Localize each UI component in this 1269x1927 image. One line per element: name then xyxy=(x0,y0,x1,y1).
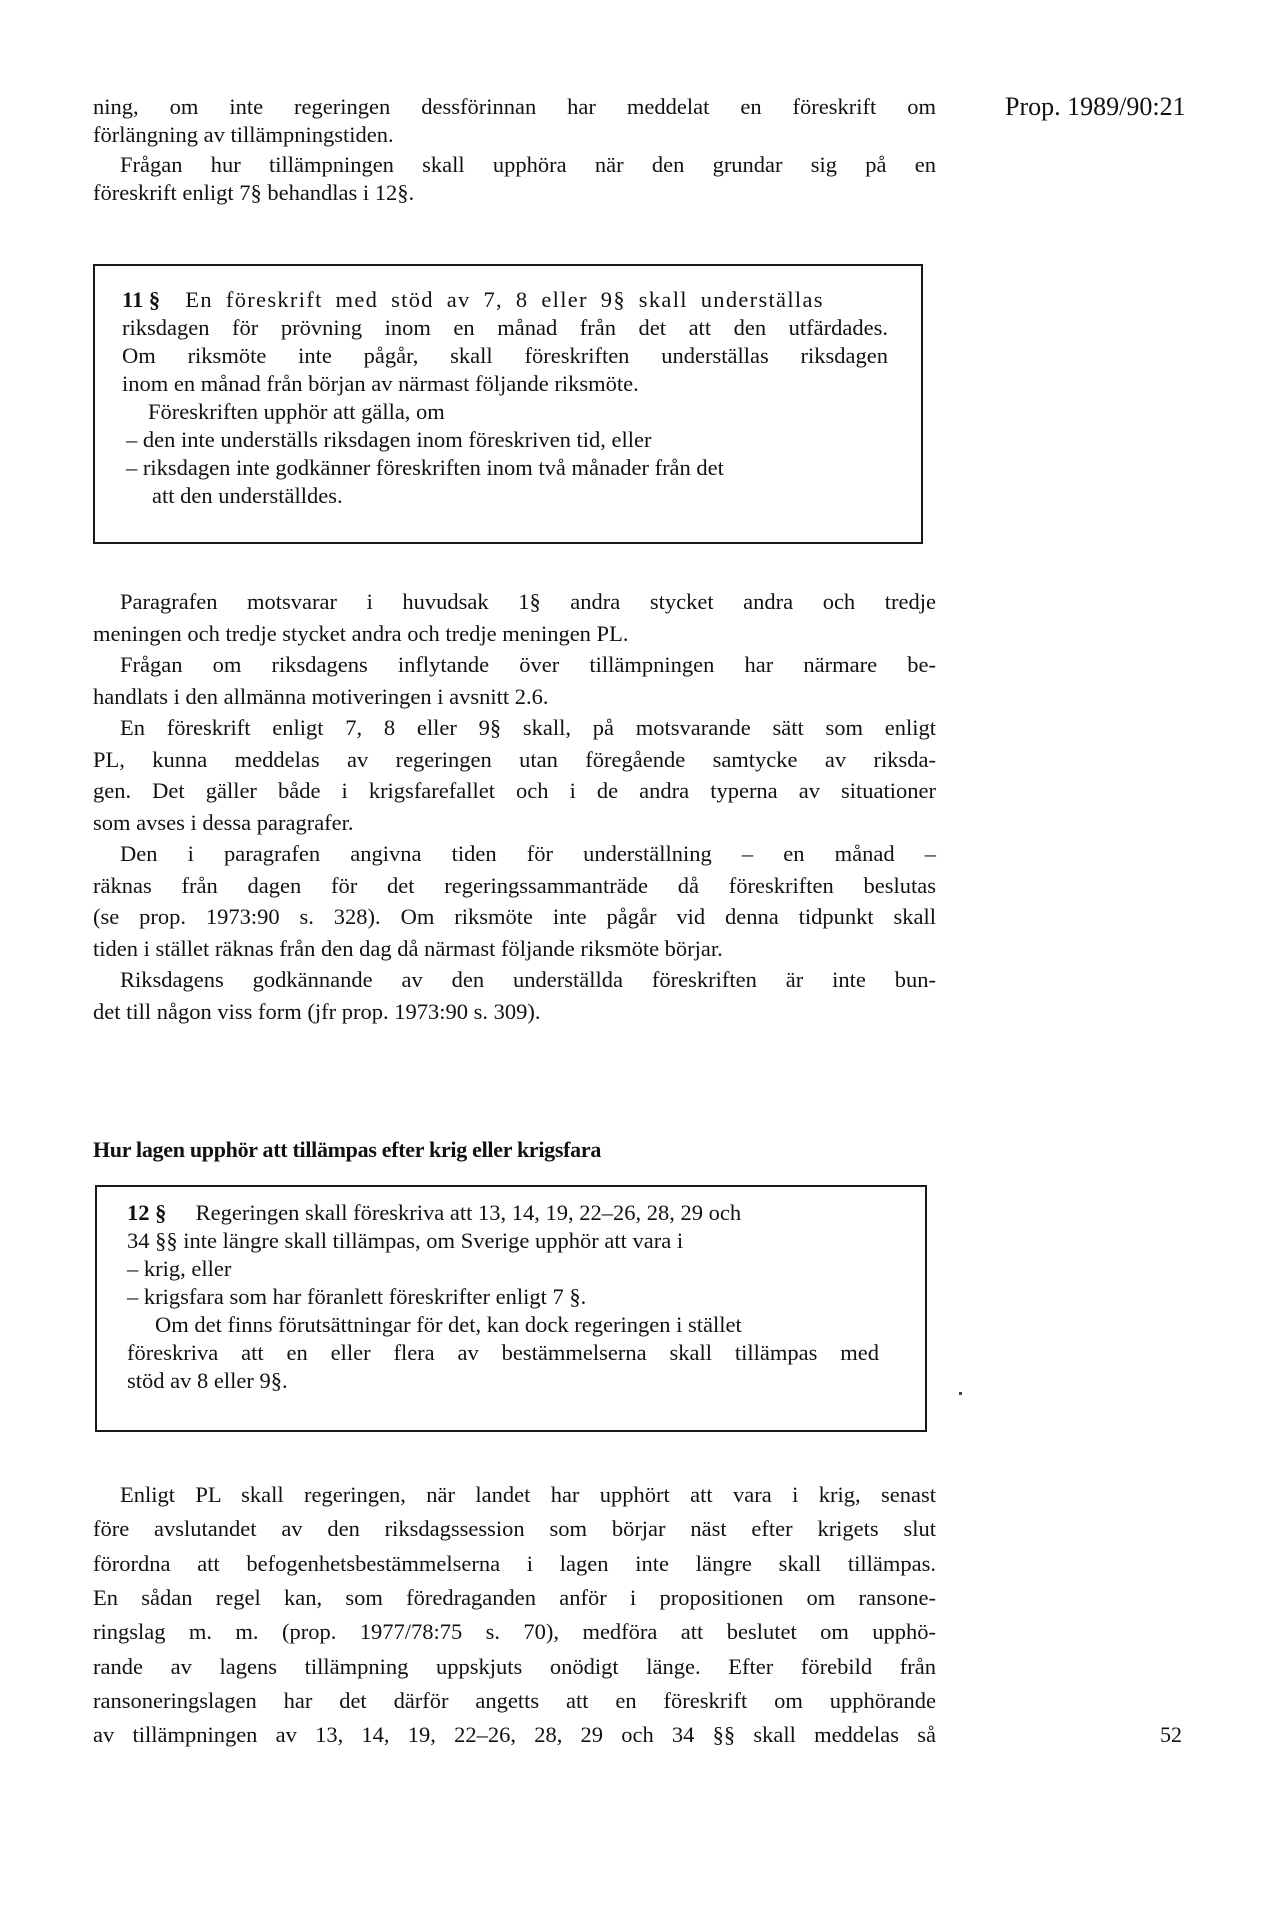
text-line: PL, kunna meddelas av regeringen utan föregående samtycke av riksda- xyxy=(93,746,936,772)
list-item: – krig, eller xyxy=(127,1256,232,1281)
text-line: som avses i dessa paragrafer. xyxy=(93,809,354,835)
text-line: handlats i den allmänna motiveringen i avsnitt 2.6. xyxy=(93,683,549,709)
text-line: (se prop. 1973:90 s. 328). Om riksmöte inte pågår vid denna tidpunkt skall xyxy=(93,904,936,929)
text-line: att den underställdes. xyxy=(152,483,343,508)
text-line: Frågan om riksdagens inflytande över tillämpningen har närmare be- xyxy=(120,652,936,677)
text-line: inom en månad från början av närmast följande riksmöte. xyxy=(122,371,639,396)
text-line: meningen och tredje stycket andra och tredje meningen PL. xyxy=(93,620,629,646)
text-line: Om riksmöte inte pågår, skall föreskriften underställas riksdagen xyxy=(122,343,888,368)
text-line: En sådan regel kan, som föredraganden anför i propositionen om ransone- xyxy=(93,1584,936,1610)
stray-mark xyxy=(959,1392,962,1395)
text-line xyxy=(127,1198,917,1228)
text-line: föreskrift enligt 7§ behandlas i 12§. xyxy=(93,180,415,205)
text-line: ransoneringslagen har det därför angetts att en föreskrift om upphörande xyxy=(93,1687,936,1713)
text-line: tiden i stället räknas från den dag då närmast följande riksmöte börjar. xyxy=(93,935,723,961)
text-line: av tillämpningen av 13, 14, 19, 22–26, 28, 29 och 34 §§ skall meddelas så xyxy=(93,1722,936,1748)
text-line: stöd av 8 eller 9§. xyxy=(127,1368,288,1393)
section-heading: Hur lagen upphör att tillämpas efter krig eller krigsfara xyxy=(93,1137,602,1162)
section-text: Regeringen skall föreskriva att 13, 14, 19, 22–26, 28, 29 och xyxy=(195,1200,742,1225)
section-number: 11 § xyxy=(122,287,161,312)
text-line: riksdagen för prövning inom en månad från det att den utfärdades. xyxy=(122,315,888,340)
list-item: – krigsfara som har föranlett föreskrifter enligt 7 §. xyxy=(127,1284,587,1309)
text-line: Föreskriften upphör att gälla, om xyxy=(148,399,445,424)
text-line: räknas från dagen för det regeringssammanträde då föreskriften beslutas xyxy=(93,872,936,898)
text-line: föreskriva att en eller flera av bestämmelserna skall tillämpas med xyxy=(127,1340,879,1365)
text-line: ringslag m. m. (prop. 1977/78:75 s. 70), medföra att beslutet om upphö- xyxy=(93,1619,936,1645)
page-number: 52 xyxy=(1160,1722,1182,1747)
text-line: gen. Det gäller både i krigsfarefallet och i de andra typerna av situationer xyxy=(93,778,936,803)
text-line: Den i paragrafen angivna tiden för underställning – en månad – xyxy=(120,841,936,866)
text-line: Enligt PL skall regeringen, när landet har upphört att vara i krig, senast xyxy=(120,1482,936,1507)
text-line: förlängning av tillämpningstiden. xyxy=(93,122,394,147)
text-line: det till någon viss form (jfr prop. 1973:90 s. 309). xyxy=(93,998,541,1024)
text-line: ning, om inte regeringen dessförinnan har meddelat en föreskrift om xyxy=(93,94,936,119)
text-line: 34 §§ inte längre skall tillämpas, om Sverige upphör att vara i xyxy=(127,1228,684,1253)
text-line xyxy=(122,285,922,315)
text-line: före avslutandet av den riksdagssession som börjar näst efter krigets slut xyxy=(93,1516,936,1542)
text-line: En föreskrift enligt 7, 8 eller 9§ skall, på motsvarande sätt som enligt xyxy=(120,715,936,740)
text-line: Om det finns förutsättningar för det, kan dock regeringen i stället xyxy=(155,1312,742,1337)
text-line: Paragrafen motsvarar i huvudsak 1§ andra stycket andra och tredje xyxy=(120,589,936,614)
document-reference: Prop. 1989/90:21 xyxy=(1005,92,1186,121)
section-number: 12 § xyxy=(127,1200,167,1225)
text-line: Frågan hur tillämpningen skall upphöra när den grundar sig på en xyxy=(120,152,936,177)
text-line: förordna att befogenhetsbestämmelserna i lagen inte längre skall tillämpas. xyxy=(93,1550,936,1576)
list-item: – den inte underställs riksdagen inom föreskriven tid, eller xyxy=(126,427,652,452)
text-line: rande av lagens tillämpning uppskjuts onödigt länge. Efter förebild från xyxy=(93,1653,936,1679)
text-line: Riksdagens godkännande av den underställda föreskriften är inte bun- xyxy=(120,967,936,992)
list-item: – riksdagen inte godkänner föreskriften inom två månader från det xyxy=(126,455,724,480)
section-text: En föreskrift med stöd av 7, 8 eller 9§ skall underställas xyxy=(185,287,824,312)
